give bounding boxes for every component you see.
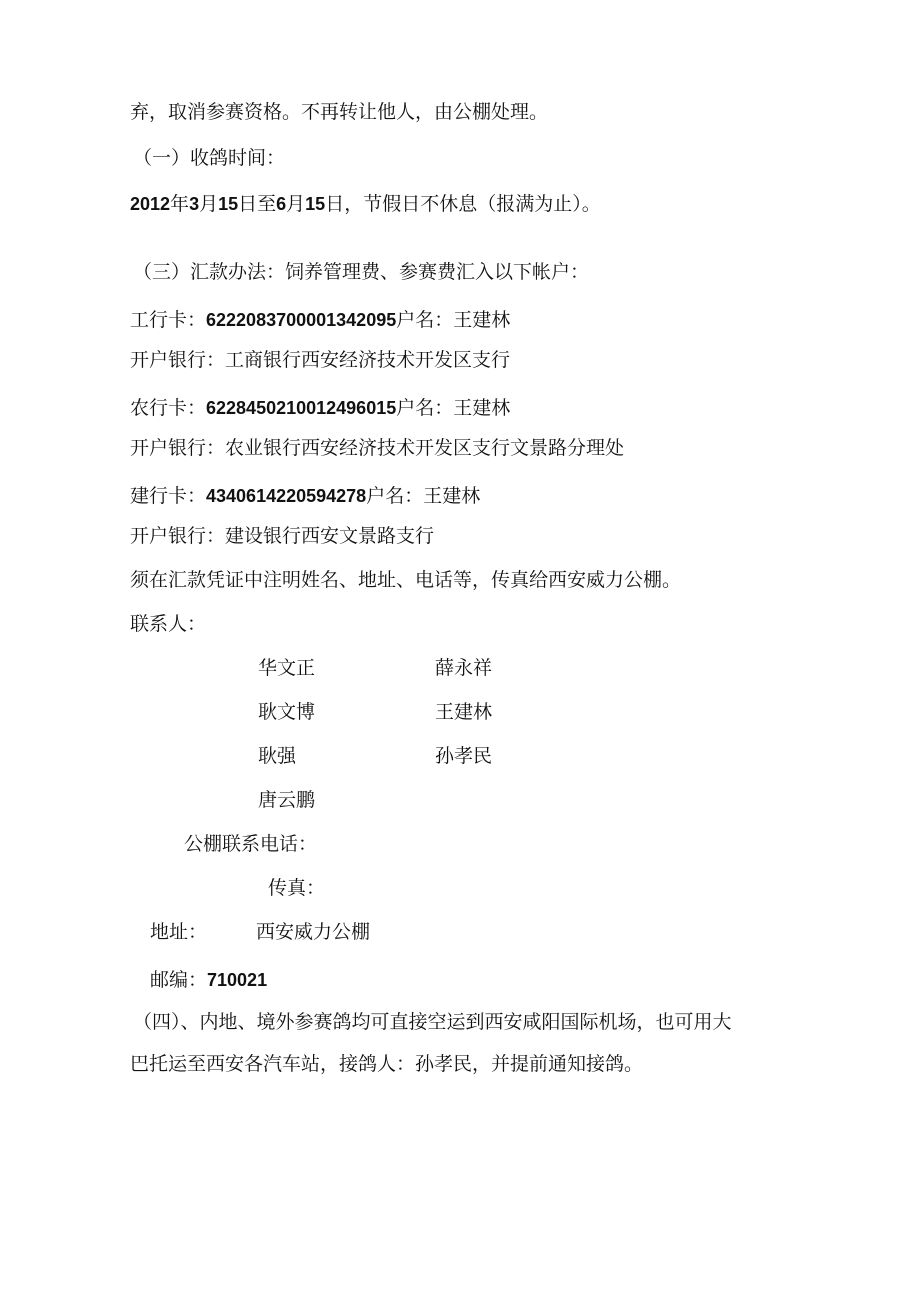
date-text: 日，节假日不休息（报满为止）。 — [325, 193, 601, 215]
section-heading-collection-time: （一）收鸽时间： — [133, 147, 286, 169]
account-bank-line: 开户银行：农业银行西安经济技术开发区支行文景路分理处 — [130, 437, 625, 459]
contact-name: 唐云鹏 — [258, 789, 316, 811]
section-heading-remittance: （三）汇款办法：饲养管理费、参赛费汇入以下帐户： — [133, 261, 590, 283]
phone-label: 公棚联系电话： — [184, 833, 318, 855]
date-year: 2012 — [130, 194, 171, 214]
account-bank-line: 开户银行：工商银行西安经济技术开发区支行 — [130, 349, 511, 371]
remittance-notice: 须在汇款凭证中注明姓名、地址、电话等，传真给西安威力公棚。 — [130, 569, 682, 591]
card-number: 6222083700001342095 — [206, 310, 397, 330]
address-value: 西安威力公棚 — [256, 921, 371, 943]
date-text: 月 — [199, 193, 219, 215]
date-text: 月 — [286, 193, 306, 215]
postcode-label: 邮编： — [150, 969, 208, 991]
date-day-start: 15 — [218, 194, 239, 214]
account-holder: 户名：王建林 — [366, 485, 481, 507]
account-holder: 户名：王建林 — [396, 397, 511, 419]
contact-name: 耿强 — [258, 745, 297, 767]
date-text: 年 — [170, 193, 190, 215]
card-number: 6228450210012496015 — [206, 398, 397, 418]
contact-name: 孙孝民 — [435, 745, 493, 767]
date-month-end: 6 — [276, 194, 287, 214]
contact-name: 华文正 — [258, 657, 316, 679]
postcode-value: 710021 — [207, 970, 268, 990]
contact-name: 王建林 — [435, 701, 493, 723]
card-number: 4340614220594278 — [206, 486, 367, 506]
contact-name: 耿文博 — [258, 701, 316, 723]
paragraph-line: 弃，取消参赛资格。不再转让他人，由公棚处理。 — [130, 101, 549, 123]
account-card-line — [130, 484, 480, 508]
contact-name: 薛永祥 — [435, 657, 493, 679]
account-card-line — [130, 396, 510, 420]
section4-line: 巴托运至西安各汽车站，接鸽人：孙孝民，并提前通知接鸽。 — [130, 1053, 644, 1075]
date-text: 日至 — [238, 193, 277, 215]
date-day-end: 15 — [305, 194, 326, 214]
card-label: 农行卡： — [130, 397, 207, 419]
account-card-line — [130, 308, 510, 332]
date-month-start: 3 — [189, 194, 200, 214]
card-label: 建行卡： — [130, 485, 207, 507]
address-label: 地址： — [150, 921, 208, 943]
fax-label: 传真： — [268, 877, 326, 899]
card-label: 工行卡： — [130, 309, 207, 331]
section4-line: （四）、内地、境外参赛鸽均可直接空运到西安咸阳国际机场，也可用大 — [133, 1011, 732, 1033]
collection-date-range — [130, 192, 601, 216]
postcode-line — [150, 968, 267, 992]
account-holder: 户名：王建林 — [396, 309, 511, 331]
contacts-label: 联系人： — [130, 613, 207, 635]
account-bank-line: 开户银行：建设银行西安文景路支行 — [130, 525, 435, 547]
